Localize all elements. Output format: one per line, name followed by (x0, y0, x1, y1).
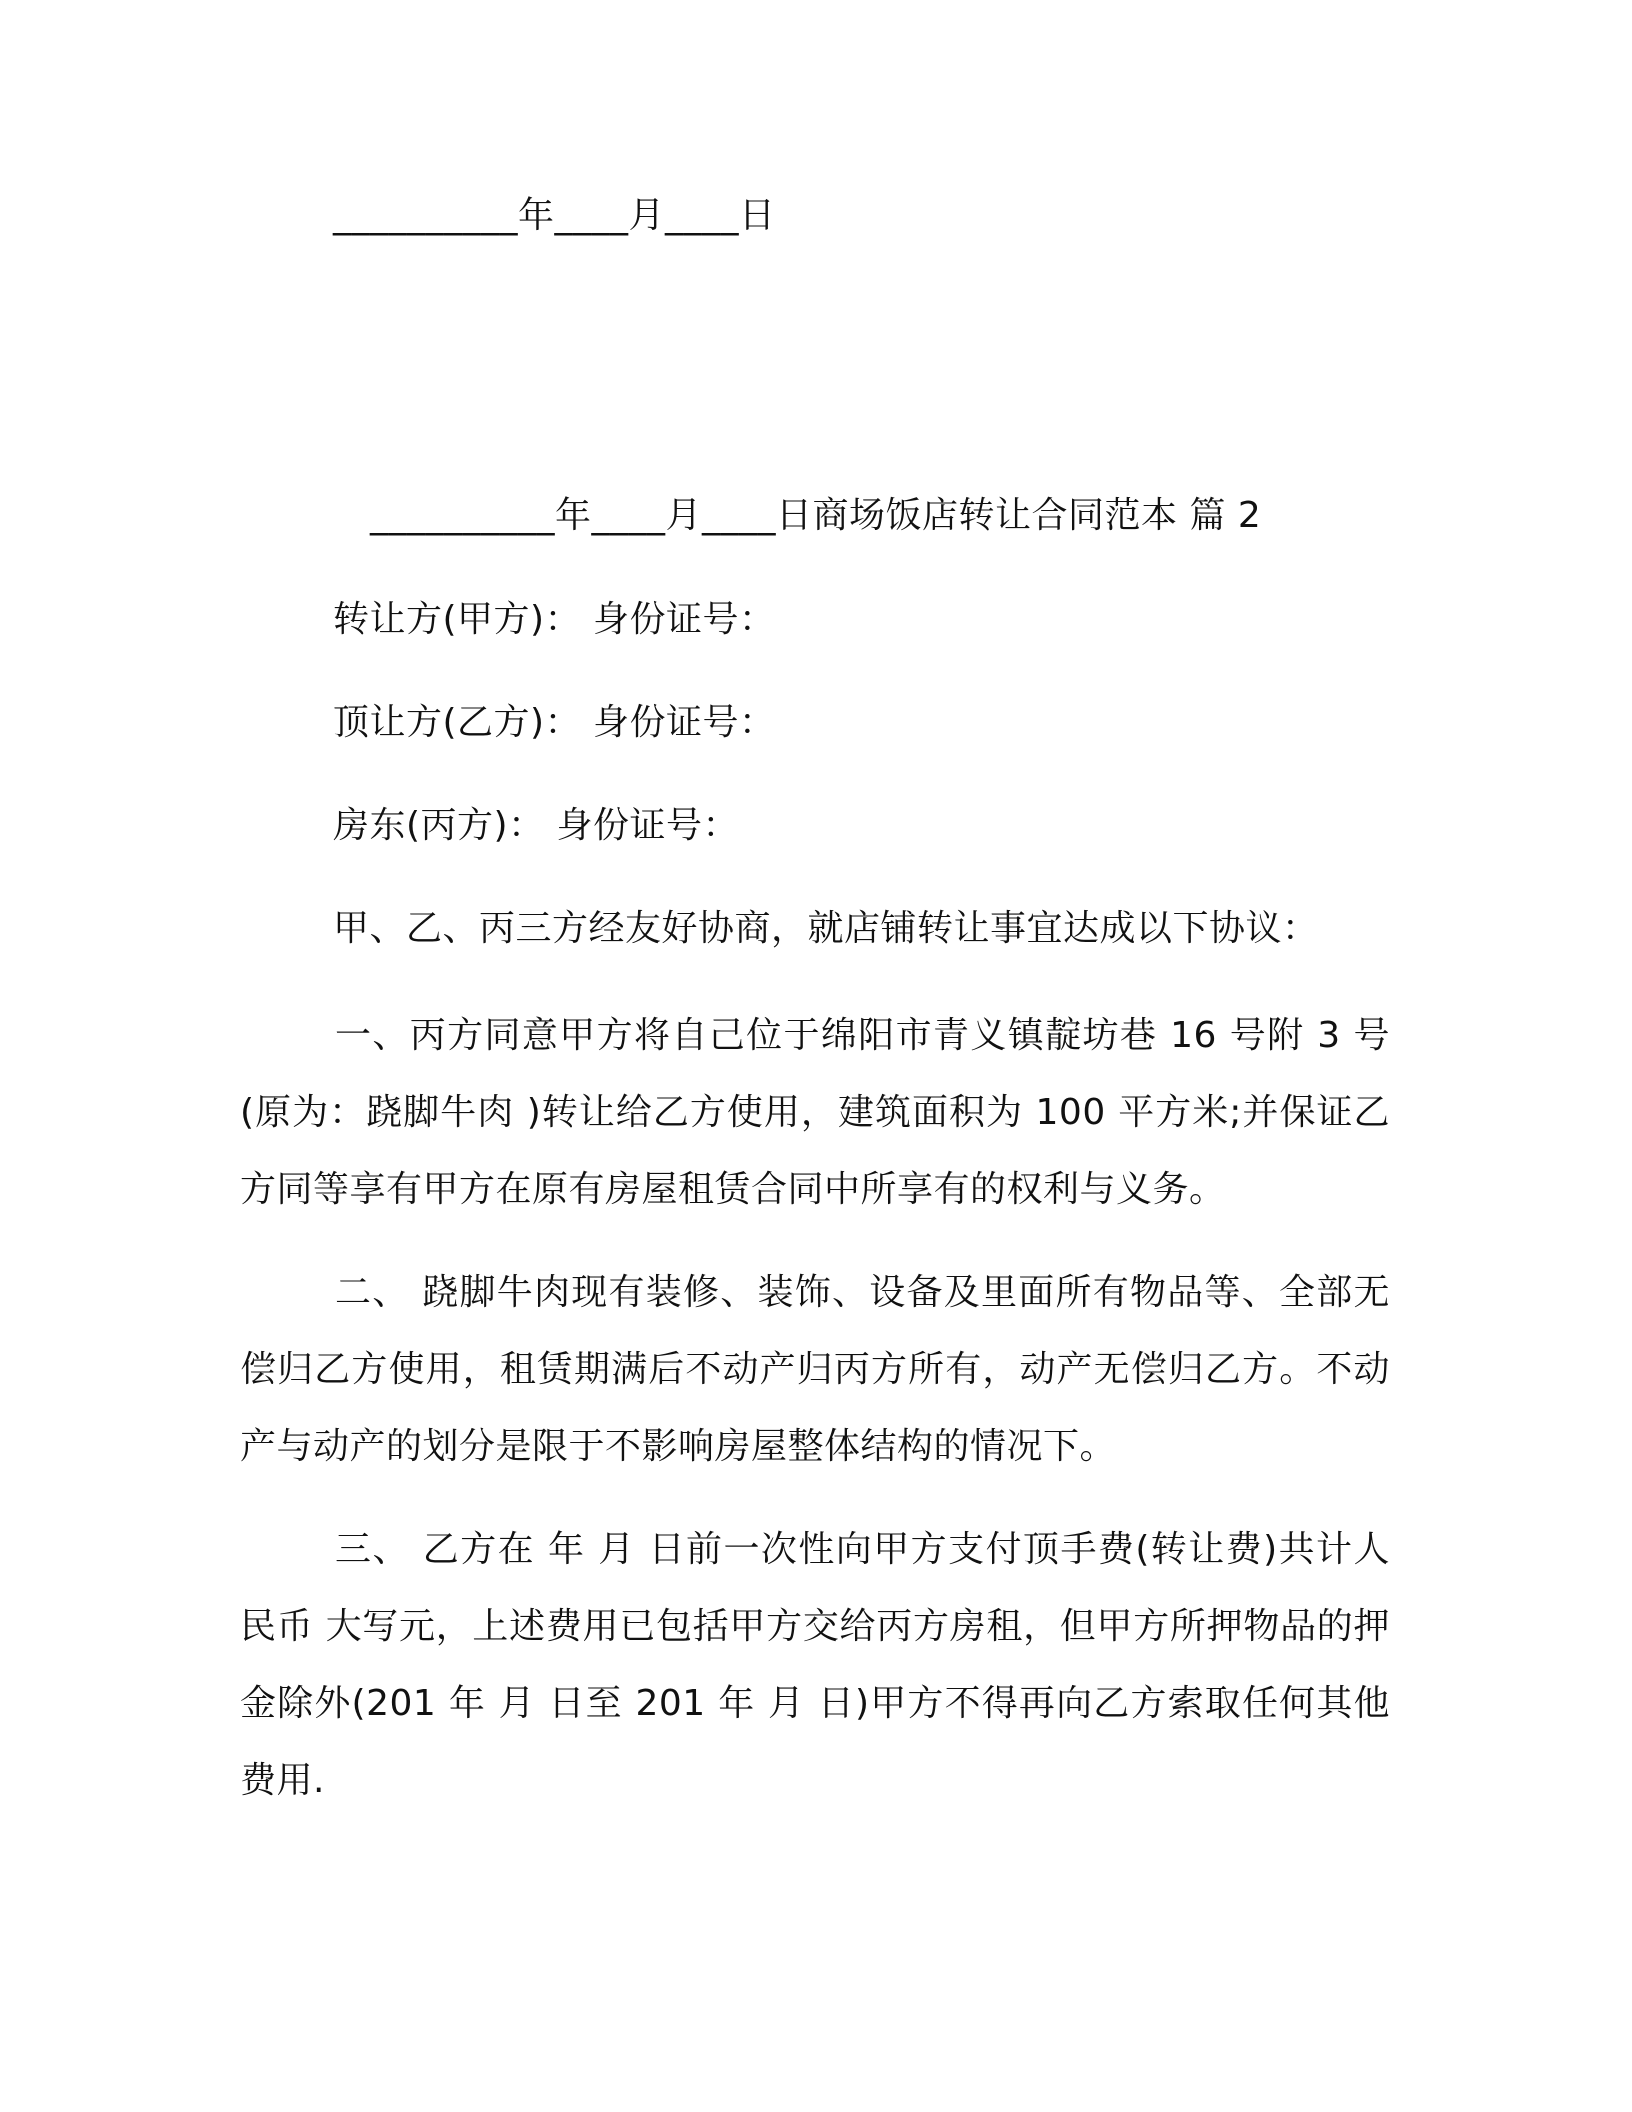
document-title: __________年____月____日商场饭店转让合同范本 篇 2 (370, 495, 1262, 536)
party-transferee: 顶让方(乙方)： 身份证号： (333, 702, 776, 743)
clause-2: 二、 跷脚牛肉现有装修、装饰、设备及里面所有物品等、全部无偿归乙方使用，租赁期满后不动产归丙方所有，动产无偿归乙方。不动产与动产的划分是限于不影响房屋整体结构的情况下。 (240, 1272, 1390, 1467)
intro-paragraph: 甲、乙、丙三方经友好协商，就店铺转让事宜达成以下协议： (333, 908, 1319, 949)
clause-1: 一、丙方同意甲方将自己位于绵阳市青义镇靛坊巷 16 号附 3 号(原为：跷脚牛肉 )转让给乙方使用，建筑面积为 100 平方米;并保证乙方同等享有甲方在原有房屋租赁合同中所享有的权利与义务。 (240, 1015, 1390, 1210)
party-landlord: 房东(丙方)： 身份证号： (333, 805, 740, 846)
party-transferor: 转让方(甲方)： 身份证号： (333, 599, 776, 640)
top-date-line: __________年____月____日 (333, 195, 776, 236)
clause-3: 三、 乙方在 年 月 日前一次性向甲方支付顶手费(转让费)共计人民币 大写元，上述费用已包括甲方交给丙方房租，但甲方所押物品的押金除外(201 年 月 日至 201 年 月 日)甲方不得再向乙方索取任何其他费用. (240, 1529, 1390, 1801)
